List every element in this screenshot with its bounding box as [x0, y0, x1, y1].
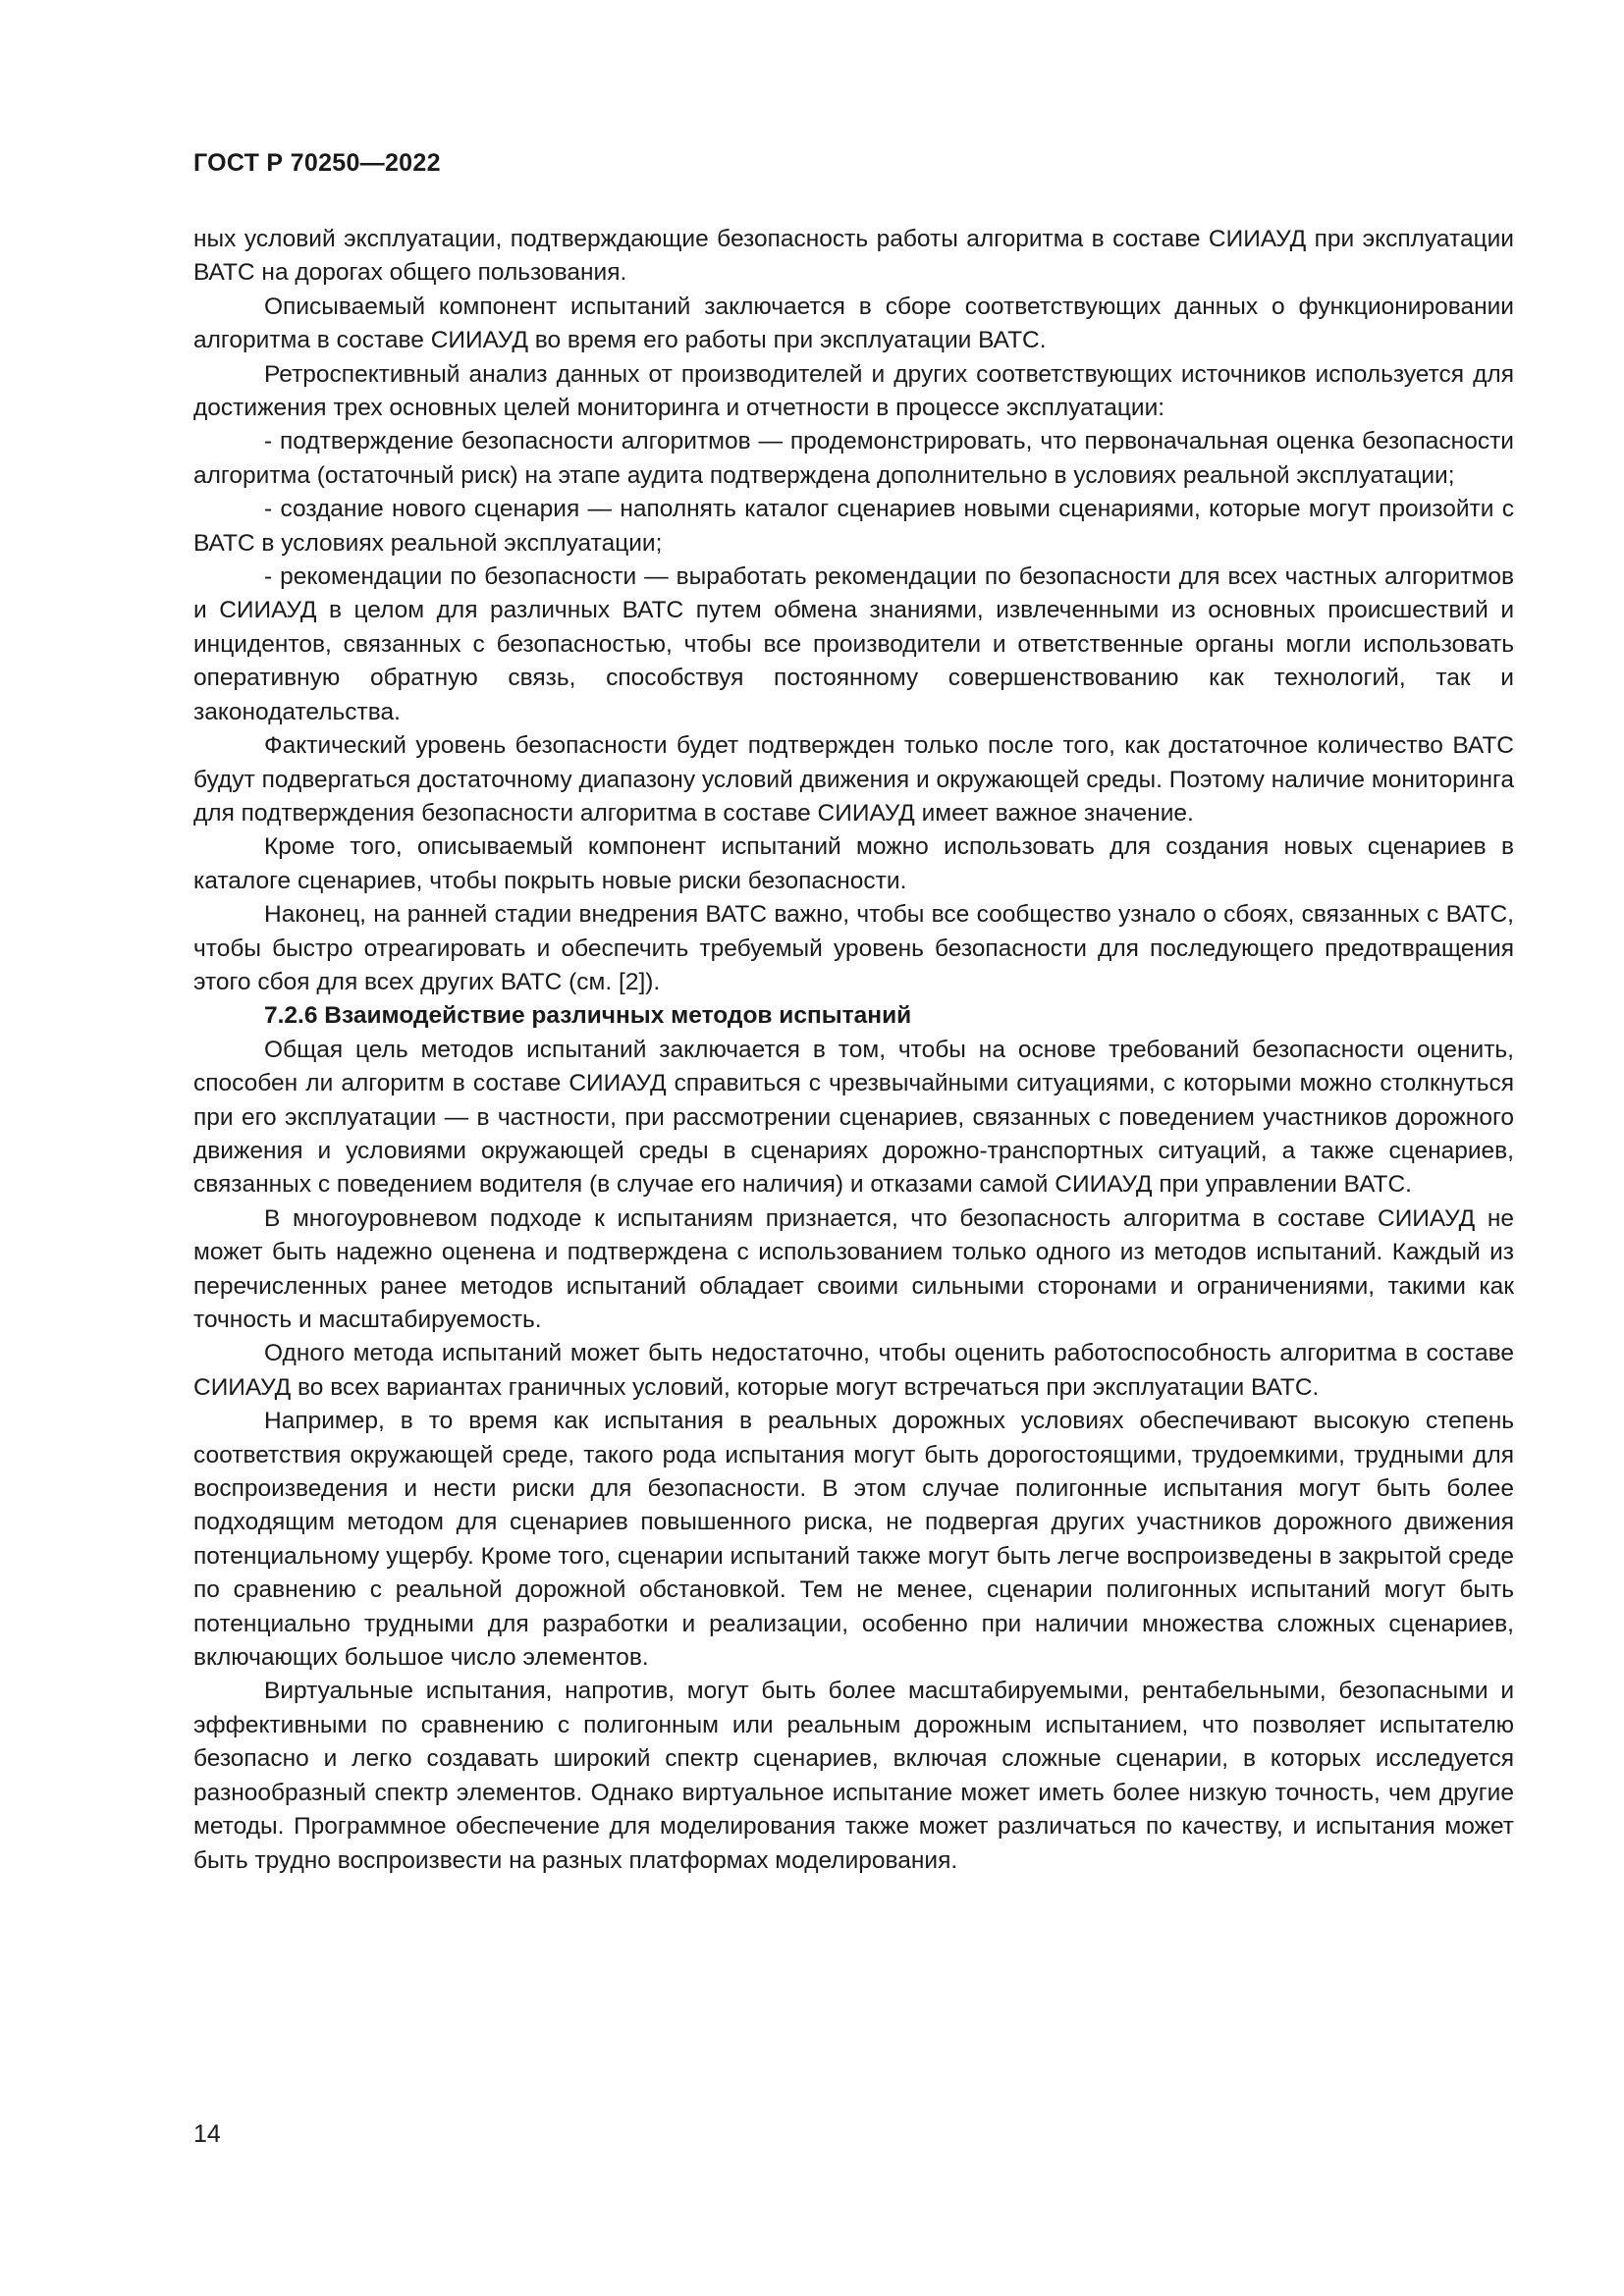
paragraph: Общая цель методов испытаний заключается в том, чтобы на основе требований безопасности оценить, способен ли алгоритм в составе СИИАУД справиться с чрезвычайными ситуациями, с которыми можно столкнуться при его эксплуатации — в частности, при рассмотрении сценариев, связанных с поведением участников дорожного движения и условиями окружающей среды в сценариях дорожно-транспортных ситуаций, а также сценариев, связанных с поведением водителя (в случае его наличия) и отказами самой СИИАУД при управлении ВАТС.	[193, 1036, 1514, 1199]
paragraph: Виртуальные испытания, напротив, могут быть более масштабируемыми, рентабельными, безопасными и эффективными по сравнению с полигонным или реальным дорожным испытанием, что позволяет испытателю безопасно и легко создавать широкий спектр сценариев, включая сложные сценарии, в которых исследуется разнообразный спектр элементов. Однако виртуальное испытание может иметь более низкую точность, чем другие методы. Программное обеспечение для моделирования также может различаться по качеству, и испытания может быть трудно воспроизвести на разных платформах моделирования.	[193, 1678, 1514, 1874]
list-item: - создание нового сценария — наполнять каталог сценариев новыми сценариями, которые могут произойти с ВАТС в условиях реальной эксплуатации;	[193, 496, 1514, 557]
paragraph: Одного метода испытаний может быть недостаточно, чтобы оценить работоспособность алгоритма в составе СИИАУД во всех вариантах граничных условий, которые могут встречаться при эксплуатации ВАТС.	[193, 1340, 1514, 1401]
section-heading: 7.2.6 Взаимодействие различных методов испытаний	[264, 1002, 912, 1030]
paragraph: Наконец, на ранней стадии внедрения ВАТС важно, чтобы все сообщество узнало о сбоях, связанных с ВАТС, чтобы быстро отреагировать и обеспечить требуемый уровень безопасности для последующего предотвращения этого сбоя для всех других ВАТС (см. [2]).	[193, 901, 1514, 995]
paragraph: Например, в то время как испытания в реальных дорожных условиях обеспечивают высокую степень соответствия окружающей среде, такого рода испытания могут быть дорогостоящими, трудоемкими, трудными для воспроизведения и нести риски для безопасности. В этом случае полигонные испытания могут быть более подходящим методом для сценариев повышенного риска, не подвергая других участников дорожного движения потенциальному ущербу. Кроме того, сценарии испытаний также могут быть легче воспроизведены в закрытой среде по сравнению с реальной дорожной обстановкой. Тем не менее, сценарии полигонных испытаний могут быть потенциально трудными для разработки и реализации, особенно при наличии множества сложных сценариев, включающих большое число элементов.	[193, 1408, 1514, 1672]
paragraph: В многоуровневом подходе к испытаниям признается, что безопасность алгоритма в составе СИИАУД не может быть надежно оценена и подтверждена с использованием только одного из методов испытаний. Каждый из перечисленных ранее методов испытаний обладает своими сильными сторонами и ограничениями, такими как точность и масштабируемость.	[193, 1204, 1514, 1333]
paragraph: Описываемый компонент испытаний заключается в сборе соответствующих данных о функционировании алгоритма в составе СИИАУД во время его работы при эксплуатации ВАТС.	[193, 293, 1514, 354]
page-number: 14	[193, 2120, 221, 2148]
document-body	[193, 223, 1514, 1878]
document-code-header: ГОСТ Р 70250—2022	[193, 149, 441, 177]
paragraph: Фактический уровень безопасности будет подтвержден только после того, как достаточное количество ВАТС будут подвергаться достаточному диапазону условий движения и окружающей среды. Поэтому наличие мониторинга для подтверждения безопасности алгоритма в составе СИИАУД имеет важное значение.	[193, 732, 1514, 827]
paragraph-continuation: ных условий эксплуатации, подтверждающие безопасность работы алгоритма в составе СИИАУД при эксплуатации ВАТС на дорогах общего пользования.	[193, 226, 1514, 287]
list-item: - подтверждение безопасности алгоритмов — продемонстрировать, что первоначальная оценка безопасности алгоритма (остаточный риск) на этапе аудита подтверждена дополнительно в условиях реальной эксплуатации;	[193, 428, 1514, 489]
paragraph: Кроме того, описываемый компонент испытаний можно использовать для создания новых сценариев в каталоге сценариев, чтобы покрыть новые риски безопасности.	[193, 833, 1514, 894]
list-item: - рекомендации по безопасности — выработать рекомендации по безопасности для всех частных алгоритмов и СИИАУД в целом для различных ВАТС путем обмена знаниями, извлеченными из основных происшествий и инцидентов, связанных с безопасностью, чтобы все производители и ответственные органы могли использовать оперативную обратную связь, способствуя постоянному совершенствованию как технологий, так и законодательства.	[193, 563, 1514, 725]
paragraph: Ретроспективный анализ данных от производителей и других соответствующих источников используется для достижения трех основных целей мониторинга и отчетности в процессе эксплуатации:	[193, 360, 1514, 422]
